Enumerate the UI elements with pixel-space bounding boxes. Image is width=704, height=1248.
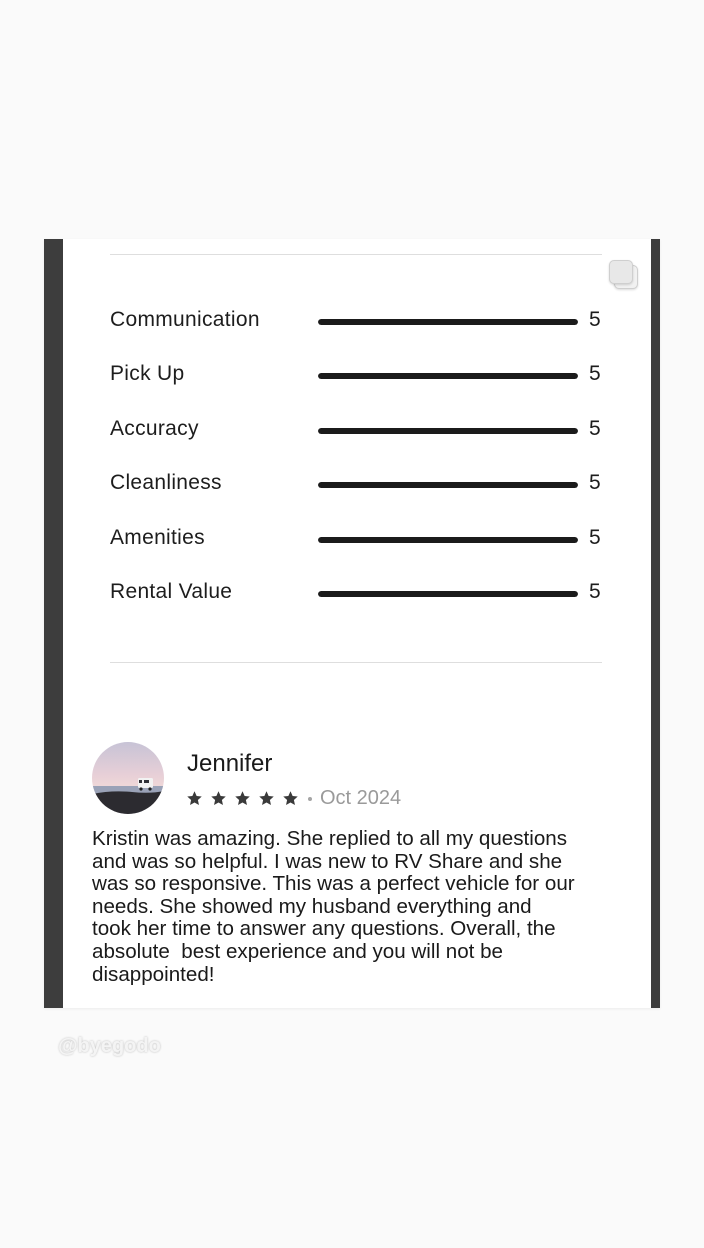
rating-value: 5	[589, 471, 601, 495]
rating-value: 5	[589, 308, 601, 331]
rating-bar	[318, 428, 578, 434]
rating-label: Cleanliness	[110, 471, 222, 495]
rating-row-accuracy	[110, 411, 610, 465]
rating-value: 5	[589, 525, 601, 549]
rating-bar	[318, 537, 578, 543]
top-divider	[110, 254, 602, 255]
rating-value: 5	[589, 416, 601, 440]
rating-row-rental-value	[110, 574, 610, 628]
rating-label: Accuracy	[110, 416, 199, 440]
star-icon	[210, 790, 227, 807]
separator-dot	[308, 797, 312, 801]
star-icon	[234, 790, 251, 807]
rating-row-amenities	[110, 520, 610, 574]
rating-bar-fill	[318, 373, 578, 379]
bottom-divider	[110, 662, 602, 663]
rating-bar	[318, 373, 578, 379]
rating-row-communication	[110, 302, 610, 356]
rating-row-cleanliness	[110, 465, 610, 519]
rating-value: 5	[589, 362, 601, 386]
star-icon	[186, 790, 203, 807]
copy-icon[interactable]	[608, 259, 640, 291]
rating-label: Pick Up	[110, 362, 185, 386]
star-icon	[258, 790, 275, 807]
avatar[interactable]	[92, 742, 164, 814]
star-rating	[186, 787, 401, 810]
rating-label: Amenities	[110, 525, 205, 549]
rating-bar	[318, 319, 578, 325]
rating-bar	[318, 591, 578, 597]
review-card	[44, 239, 660, 1008]
rating-bar-fill	[318, 591, 578, 597]
watermark: @byegodo	[58, 1035, 161, 1057]
rating-bar-fill	[318, 428, 578, 434]
review-text: Kristin was amazing. She replied to all my questions and was so helpful. I was new to RV Share and she was so responsive. This was a perfect vehicle for our needs. She showed my husband everything and took her time to answer any questions. Overall, the absolute best experience and you will not be disappointed!	[92, 827, 575, 986]
rating-bar-fill	[318, 319, 578, 325]
star-icon	[282, 790, 299, 807]
avatar-photo	[92, 742, 164, 814]
rating-label: Communication	[110, 308, 260, 331]
rating-label: Rental Value	[110, 579, 233, 603]
rating-bar	[318, 482, 578, 488]
ratings-list	[110, 302, 610, 628]
rating-row-pick-up	[110, 356, 610, 410]
reviewer-name: Jennifer	[187, 750, 273, 777]
rating-value: 5	[589, 579, 601, 603]
review-date: Oct 2024	[320, 787, 402, 809]
rating-bar-fill	[318, 482, 578, 488]
rating-bar-fill	[318, 537, 578, 543]
